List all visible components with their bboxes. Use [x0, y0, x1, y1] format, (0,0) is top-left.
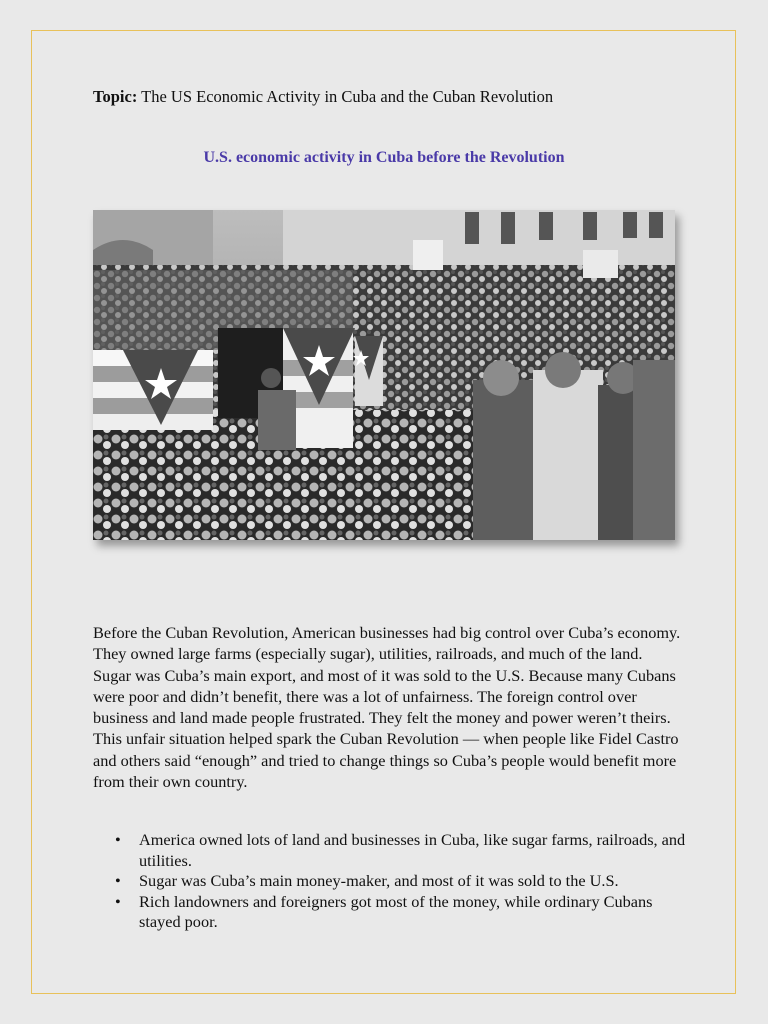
- bullet-icon: •: [115, 871, 121, 890]
- bullet-text: America owned lots of land and businesses in Cuba, like sugar farms, railroads, and utilities.: [139, 830, 686, 870]
- list-item: [93, 830, 693, 871]
- bullet-icon: •: [115, 830, 121, 849]
- list-item: [93, 871, 693, 892]
- topic-line: [93, 87, 553, 107]
- bullet-text: Sugar was Cuba’s main money-maker, and most of it was sold to the U.S.: [139, 871, 619, 890]
- section-heading: U.S. economic activity in Cuba before the Revolution: [203, 149, 565, 166]
- bullet-list: [93, 830, 693, 933]
- topic-label: Topic:: [93, 87, 138, 106]
- body-paragraph: Before the Cuban Revolution, American businesses had big control over Cuba’s economy. They owned large farms (especially sugar), utilities, railroads, and much of the land. Sugar was Cuba’s main export, and most of it was sold to the U.S. Because many Cubans were poor and didn’t benefit, there was a lot of unfairness. The foreign control over business and land made people frustrated. They felt the money and power weren’t theirs. This unfair situation helped spark the Cuban Revolution — when people like Fidel Castro and others said “enough” and tried to change things so Cuba’s people would benefit more from their own country.: [93, 623, 681, 792]
- bullet-text: Rich landowners and foreigners got most of the money, while ordinary Cubans stayed poor.: [139, 891, 653, 931]
- list-item: [93, 892, 693, 933]
- bullet-icon: •: [115, 891, 121, 911]
- topic-text: The US Economic Activity in Cuba and the Cuban Revolution: [141, 87, 554, 106]
- revolution-crowd-photo: [93, 210, 675, 540]
